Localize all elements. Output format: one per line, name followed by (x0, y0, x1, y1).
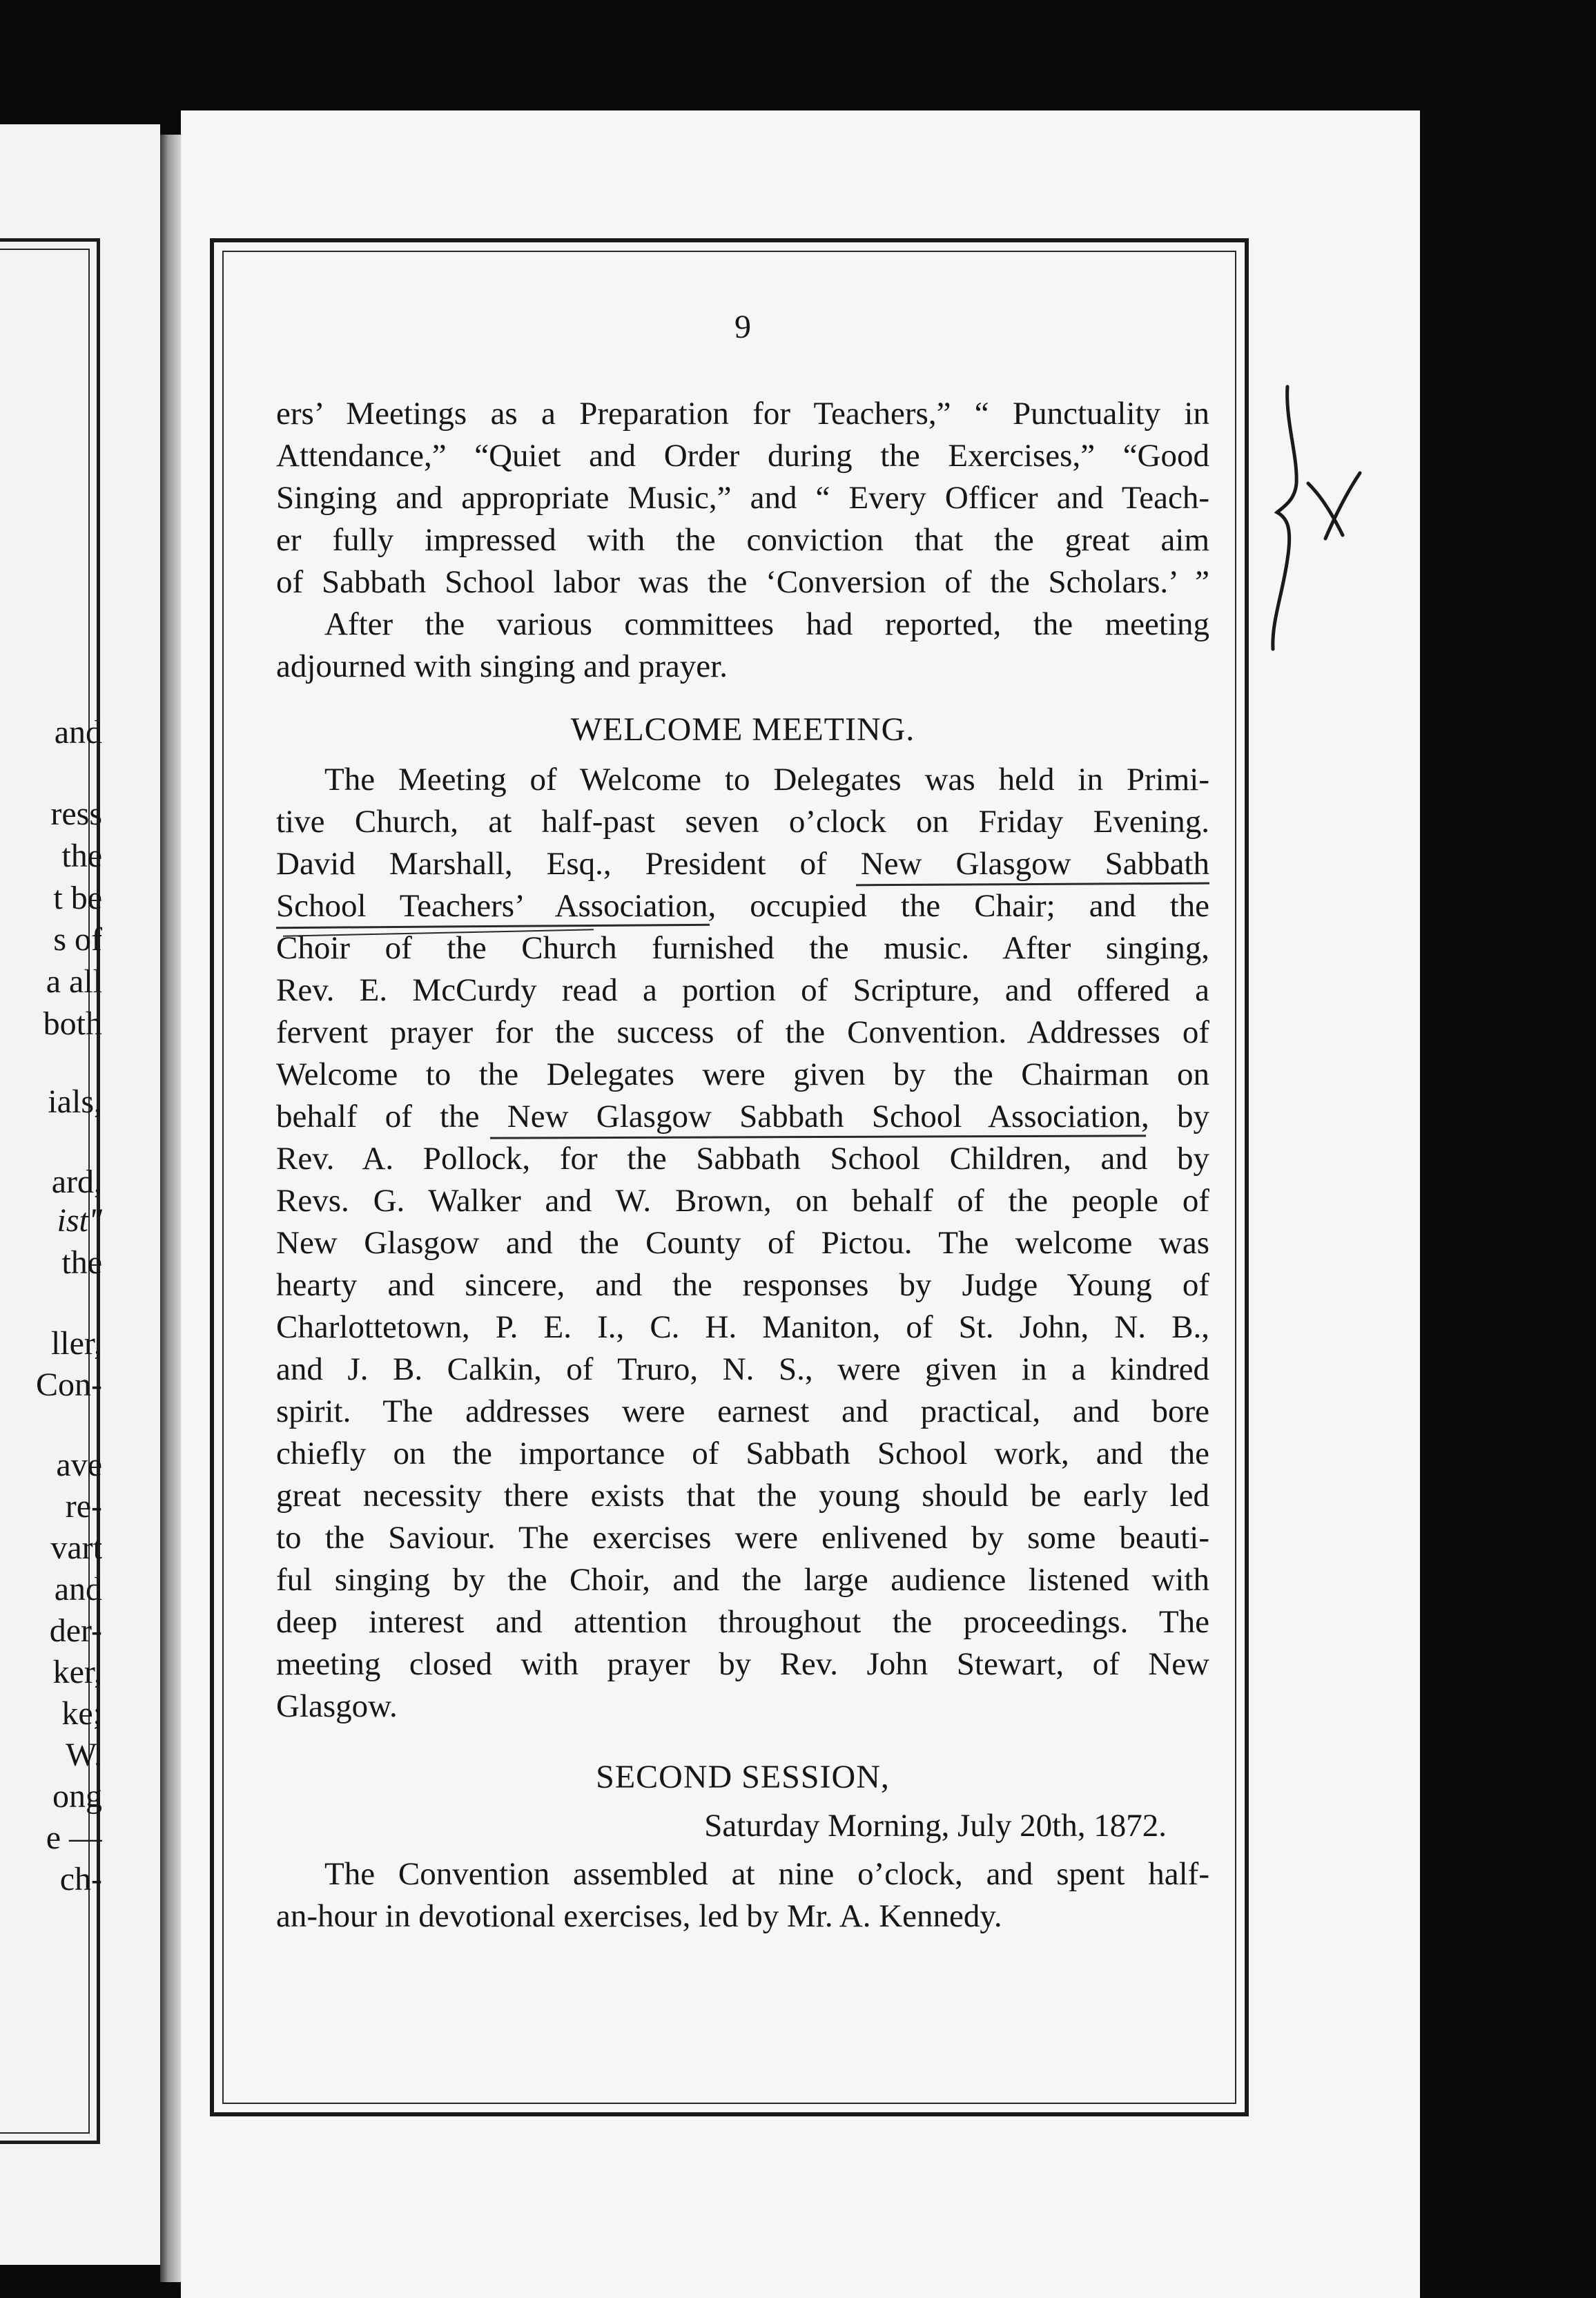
text-line: Choir of the Church furnished the music. After singing, (276, 930, 1209, 966)
text-line: and J. B. Calkin, of Truro, N. S., were given in a kindred (276, 1351, 1209, 1387)
text-line: The Convention assembled at nine o’clock, and spent half- (324, 1856, 1209, 1892)
text-line: David Marshall, Esq., President of New Glasgow Sabbath (276, 846, 1209, 882)
session-date: Saturday Morning, July 20th, 1872. (704, 1808, 1167, 1844)
text-line: of Sabbath School labor was the ‘Conversion of the Scholars.’ ” (276, 564, 1209, 600)
text-line: deep interest and attention throughout the proceedings. The (276, 1604, 1209, 1640)
text-line: The Meeting of Welcome to Delegates was held in Primi- (324, 762, 1209, 798)
text-line: an-hour in devotional exercises, led by Mr. A. Kennedy. (276, 1898, 1002, 1934)
left-fragment: Con- (36, 1367, 102, 1403)
left-fragment: the (61, 838, 102, 874)
text-line: tive Church, at half-past seven o’clock on Friday Evening. (276, 804, 1209, 840)
left-fragment: ker, (52, 1654, 102, 1690)
text-line: Glasgow. (276, 1688, 398, 1724)
text-line: chiefly on the importance of Sabbath School work, and the (276, 1436, 1209, 1471)
text-line: er fully impressed with the conviction that the great aim (276, 522, 1209, 558)
text-line: spirit. The addresses were earnest and practical, and bore (276, 1393, 1209, 1429)
text-line: Singing and appropriate Music,” and “ Every Officer and Teach- (276, 480, 1209, 516)
page-number: 9 (734, 309, 751, 345)
left-fragment: e — (46, 1819, 102, 1856)
left-fragment: ave (56, 1447, 102, 1483)
text-line: Charlottetown, P. E. I., C. H. Maniton, of St. John, N. B., (276, 1309, 1209, 1345)
text-line: Attendance,” “Quiet and Order during the Exercises,” “Good (276, 438, 1209, 474)
left-fragment: re- (65, 1488, 102, 1525)
left-fragment: ke; (61, 1695, 102, 1732)
text-line: Revs. G. Walker and W. Brown, on behalf of the people of (276, 1183, 1209, 1219)
left-fragment: and (54, 714, 102, 751)
left-fragment: both (43, 1005, 102, 1042)
text-line: School Teachers’ Association, occupied the Chair; and the (276, 888, 1209, 924)
text-line: meeting closed with prayer by Rev. John Stewart, of New (276, 1646, 1209, 1682)
left-fragment: a all (46, 963, 102, 1000)
page-border (210, 238, 1249, 2116)
text-line: adjourned with singing and prayer. (276, 648, 728, 684)
left-fragment: W. (66, 1737, 102, 1773)
left-fragment: ard, (51, 1164, 102, 1200)
left-fragment: t be (53, 880, 102, 916)
book-gutter (160, 135, 181, 2282)
left-fragment: vart (50, 1529, 102, 1566)
left-page-fragment (0, 124, 160, 2265)
text-line: ful singing by the Choir, and the large audience listened with (276, 1562, 1209, 1598)
text-line: behalf of the New Glasgow Sabbath School Association, by (276, 1099, 1209, 1134)
left-fragment: and (54, 1571, 102, 1607)
text-line: to the Saviour. The exercises were enlivened by some beauti- (276, 1520, 1209, 1556)
left-page-text (0, 124, 102, 2265)
left-fragment: ong (52, 1778, 102, 1815)
text-line: hearty and sincere, and the responses by Judge Young of (276, 1267, 1209, 1303)
text-line: great necessity there exists that the young should be early led (276, 1478, 1209, 1514)
margin-annotation (1256, 380, 1381, 659)
text-line: Rev. A. Pollock, for the Sabbath School Children, and by (276, 1141, 1209, 1177)
right-page (181, 110, 1420, 2298)
left-fragment: der- (49, 1612, 102, 1649)
text-line: Welcome to the Delegates were given by the Chairman on (276, 1056, 1209, 1092)
left-fragment: ch- (59, 1861, 102, 1898)
text-line: fervent prayer for the success of the Convention. Addresses of (276, 1014, 1209, 1050)
text-line: Rev. E. McCurdy read a portion of Scripture, and offered a (276, 972, 1209, 1008)
left-fragment: the (61, 1244, 102, 1281)
text-line: ers’ Meetings as a Preparation for Teachers,” “ Punctuality in (276, 396, 1209, 432)
margin-bracket-x-mark (1256, 380, 1381, 656)
section-heading-welcome: WELCOME MEETING. (570, 711, 915, 748)
left-fragment: ials, (48, 1083, 102, 1120)
left-fragment: ist" (57, 1202, 102, 1239)
text-line: After the various committees had reported, the meeting (324, 606, 1209, 642)
left-fragment: ller, (50, 1325, 102, 1362)
left-fragment: s of (53, 921, 102, 958)
left-fragment: ress (50, 795, 102, 832)
text-line: New Glasgow and the County of Pictou. The welcome was (276, 1225, 1209, 1261)
section-heading-second-session: SECOND SESSION, (596, 1759, 890, 1795)
